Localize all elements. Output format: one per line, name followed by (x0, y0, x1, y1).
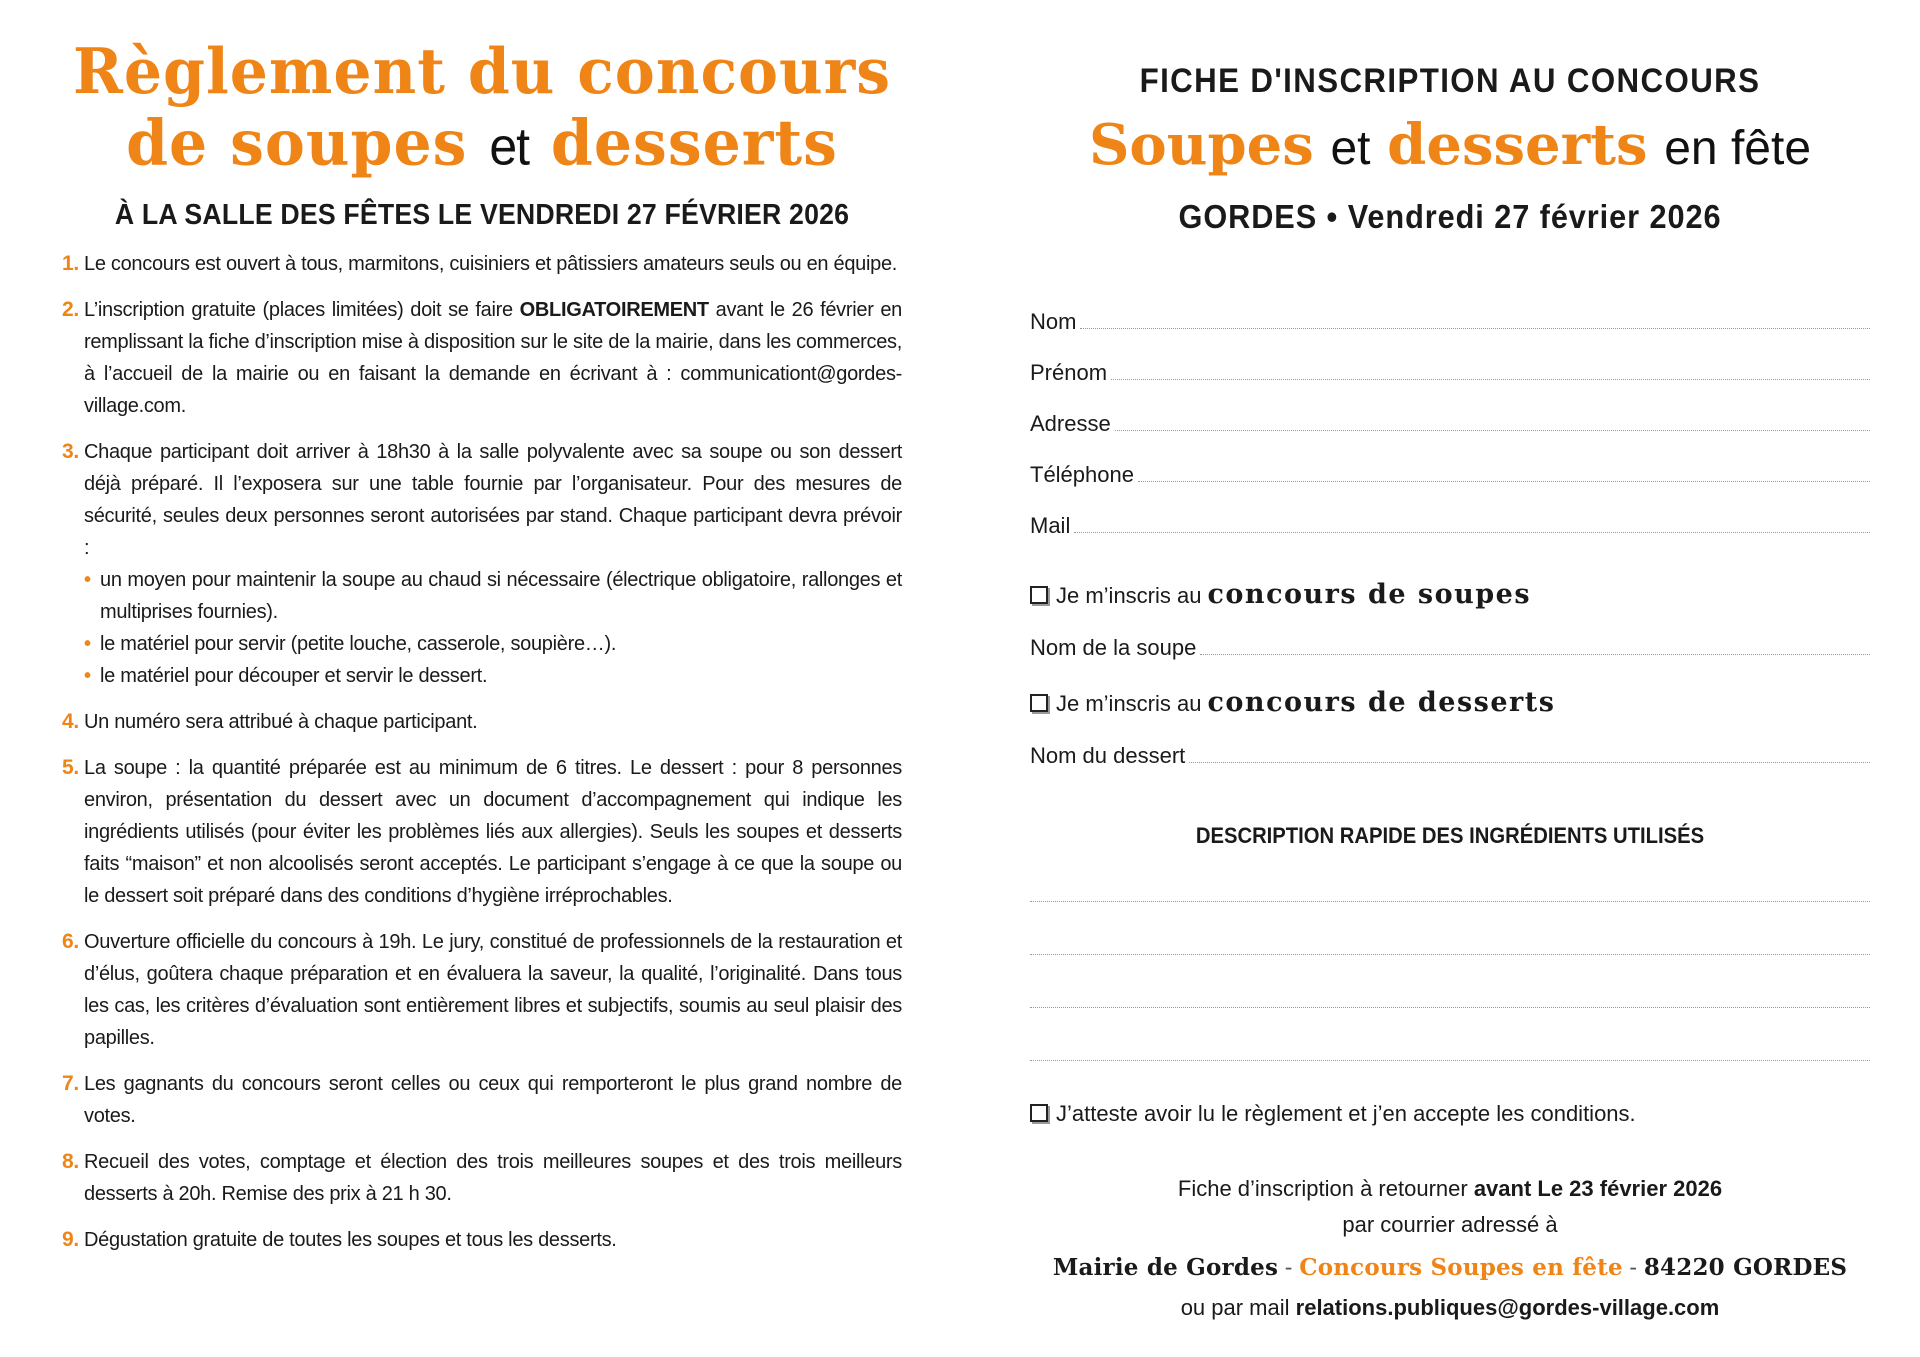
bullet-text: le matériel pour découper et servir le dessert. (100, 665, 488, 687)
email-prefix: ou par mail (1180, 1295, 1296, 1320)
title-et: et (489, 117, 530, 177)
field-label: Nom (1030, 309, 1077, 334)
rule-item (62, 1224, 902, 1256)
rule-text: La soupe : la quantité préparée est au minimum de 6 titres. Le dessert : pour 8 personnes environ, présentation du dessert avec un document d’accompagnement qui indique les ingrédients utilisés (pour éviter les problèmes liés aux allergies). Seuls les soupes et desserts faits “maison” et non alcoolisés seront acceptés. Le participant s’engage à ce que la soupe ou le dessert soit préparé dans des conditions d’hygiène irréprochables. (84, 757, 902, 907)
checkbox-icon[interactable] (1030, 586, 1048, 604)
email-link[interactable]: relations.publiques@gordes-village.com (1295, 1295, 1720, 1320)
rules-subtitle: À LA SALLE DES FÊTES LE VENDREDI 27 FÉVRIER 2026 (114, 199, 850, 231)
by-post-text: par courrier adressé à (1342, 1212, 1558, 1237)
rules-title-line2 (62, 108, 902, 183)
rule-item (62, 1146, 902, 1210)
fill-line[interactable] (1200, 653, 1870, 655)
field-label: Adresse (1030, 411, 1111, 436)
rule-text-emphasis: OBLIGATOIREMENT (519, 299, 709, 321)
rules-page (62, 35, 903, 1270)
form-title-en-fete: en fête (1664, 122, 1812, 175)
field-label: Nom de la soupe (1030, 635, 1197, 660)
form-title-desserts: desserts (1387, 112, 1648, 178)
description-lines[interactable] (1030, 849, 1870, 1061)
dessert-checkbox-row[interactable] (1030, 687, 1870, 718)
rules-title-line1: Règlement du concours (72, 35, 892, 109)
checkbox-label: Je m’inscris au (1056, 691, 1202, 716)
address-separator: - (1622, 1254, 1644, 1280)
description-line[interactable] (1030, 955, 1870, 1008)
form-date: GORDES • Vendredi 27 février 2026 (1178, 198, 1722, 235)
form-title (1030, 109, 1870, 184)
bullet-item (84, 628, 902, 660)
description-heading: DESCRIPTION RAPIDE DES INGRÉDIENTS UTILISÉS (1195, 823, 1705, 848)
field-nom-soupe[interactable] (1030, 610, 1870, 661)
checkbox-label-emphasis: concours de desserts (1207, 687, 1556, 718)
bullet-text: un moyen pour maintenir la soupe au chaud si nécessaire (électrique obligatoire, rallonges et multiprises fournies). (100, 569, 902, 623)
checkbox-icon[interactable] (1030, 694, 1048, 712)
return-deadline: avant Le 23 février 2026 (1473, 1176, 1723, 1201)
rules-list (62, 248, 902, 1256)
field-nom-dessert[interactable] (1030, 718, 1870, 769)
address-mairie: Mairie de Gordes (1052, 1254, 1279, 1281)
fill-line[interactable] (1189, 761, 1870, 763)
rule-number: 4. (62, 710, 79, 733)
form-title-et: et (1330, 122, 1371, 175)
fill-line[interactable] (1080, 327, 1870, 329)
bullet-text: le matériel pour servir (petite louche, casserole, soupière…). (100, 633, 617, 655)
checkbox-label-emphasis: concours de soupes (1207, 579, 1532, 610)
rule-item (62, 1068, 902, 1132)
rule-number: 7. (62, 1072, 79, 1095)
fill-line[interactable] (1115, 429, 1870, 431)
bullet-icon: • (84, 665, 91, 687)
return-text: Fiche d’inscription à retourner (1177, 1176, 1474, 1201)
field-nom[interactable] (1030, 284, 1870, 335)
fill-line[interactable] (1138, 480, 1870, 482)
rule-number: 1. (62, 252, 79, 275)
field-label: Nom du dessert (1030, 743, 1186, 768)
field-label: Téléphone (1030, 462, 1134, 487)
checkbox-label: Je m’inscris au (1056, 583, 1202, 608)
rule-text: Dégustation gratuite de toutes les soupes et tous les desserts. (84, 1229, 617, 1251)
description-line[interactable] (1030, 849, 1870, 902)
rule-item (62, 706, 902, 738)
rule-number: 8. (62, 1150, 79, 1173)
attest-checkbox-row[interactable] (1030, 1101, 1870, 1127)
rule-number: 2. (62, 298, 79, 321)
title-desserts: desserts (550, 106, 838, 181)
email-line (1030, 1290, 1870, 1326)
rule-item (62, 752, 902, 912)
address-separator: - (1278, 1254, 1300, 1280)
rule-item (62, 294, 902, 422)
rule-item (62, 926, 902, 1054)
rule-bullets (84, 564, 902, 692)
fill-line[interactable] (1074, 531, 1870, 533)
description-line[interactable] (1030, 902, 1870, 955)
rules-title (62, 37, 902, 183)
attest-label: J’atteste avoir lu le règlement et j’en accepte les conditions. (1056, 1101, 1636, 1126)
title-soupes: de soupes (126, 106, 468, 181)
rule-text: Les gagnants du concours seront celles ou ceux qui remporteront le plus grand nombre de votes. (84, 1073, 902, 1127)
bullet-icon: • (84, 633, 91, 655)
rule-text: Ouverture officielle du concours à 19h. Le jury, constitué de professionnels de la restauration et d’élus, goûtera chaque préparation et en évaluera la saveur, la qualité, l’originalité. Dans tous les cas, les critères d’évaluation sont entièrement libres et subjectifs, soumis au seul plaisir des papilles. (84, 931, 902, 1049)
rule-item (62, 248, 902, 280)
address-concours: Concours Soupes en fête (1299, 1254, 1623, 1281)
rule-text (84, 299, 902, 417)
field-label: Prénom (1030, 360, 1108, 385)
field-adresse[interactable] (1030, 386, 1870, 437)
rule-number: 6. (62, 930, 79, 953)
form-title-soupes: Soupes (1088, 112, 1314, 178)
soupe-checkbox-row[interactable] (1030, 579, 1870, 610)
field-prenom[interactable] (1030, 335, 1870, 386)
rule-text: Recueil des votes, comptage et élection des trois meilleures soupes et des trois meilleurs desserts à 20h. Remise des prix à 21 h 30. (84, 1151, 902, 1205)
rule-number: 9. (62, 1228, 79, 1251)
bullet-item (84, 660, 902, 692)
rule-number: 3. (62, 440, 79, 463)
rule-text-part: avant le 26 février en remplissant la fiche d’inscription mise à disposition sur le site de la mairie, dans les commerces, à l’accueil de la mairie ou en faisant la demande en écrivant à : communicationt@gordes-village.com. (84, 299, 903, 417)
contact-fields (1030, 284, 1870, 539)
fill-line[interactable] (1111, 378, 1870, 380)
postal-address (1030, 1249, 1870, 1286)
field-telephone[interactable] (1030, 437, 1870, 488)
rule-text-part: L’inscription gratuite (places limitées) doit se faire (84, 299, 520, 321)
rule-text: Un numéro sera attribué à chaque participant. (84, 711, 478, 733)
checkbox-icon[interactable] (1030, 1104, 1048, 1122)
return-line (1030, 1171, 1870, 1207)
form-heading: FICHE D'INSCRIPTION AU CONCOURS (1139, 62, 1761, 100)
rule-text: Chaque participant doit arriver à 18h30 à la salle polyvalente avec sa soupe ou son dessert déjà préparé. Il l’exposera sur une table fournie par l’organisateur. Pour des mesures de sécurité, seules deux personnes seront autorisées par stand. Chaque participant devra prévoir : (84, 441, 902, 559)
rule-number: 5. (62, 756, 79, 779)
bullet-icon: • (84, 569, 91, 591)
rule-text: Le concours est ouvert à tous, marmitons, cuisiniers et pâtissiers amateurs seuls ou en équipe. (84, 253, 898, 275)
registration-form (1030, 40, 1870, 1326)
address-city: 84220 GORDES (1643, 1254, 1848, 1281)
rule-item (62, 436, 902, 692)
field-label: Mail (1030, 513, 1071, 538)
description-line[interactable] (1030, 1008, 1870, 1061)
field-mail[interactable] (1030, 488, 1870, 539)
bullet-item (84, 564, 902, 628)
return-instructions (1030, 1171, 1870, 1326)
